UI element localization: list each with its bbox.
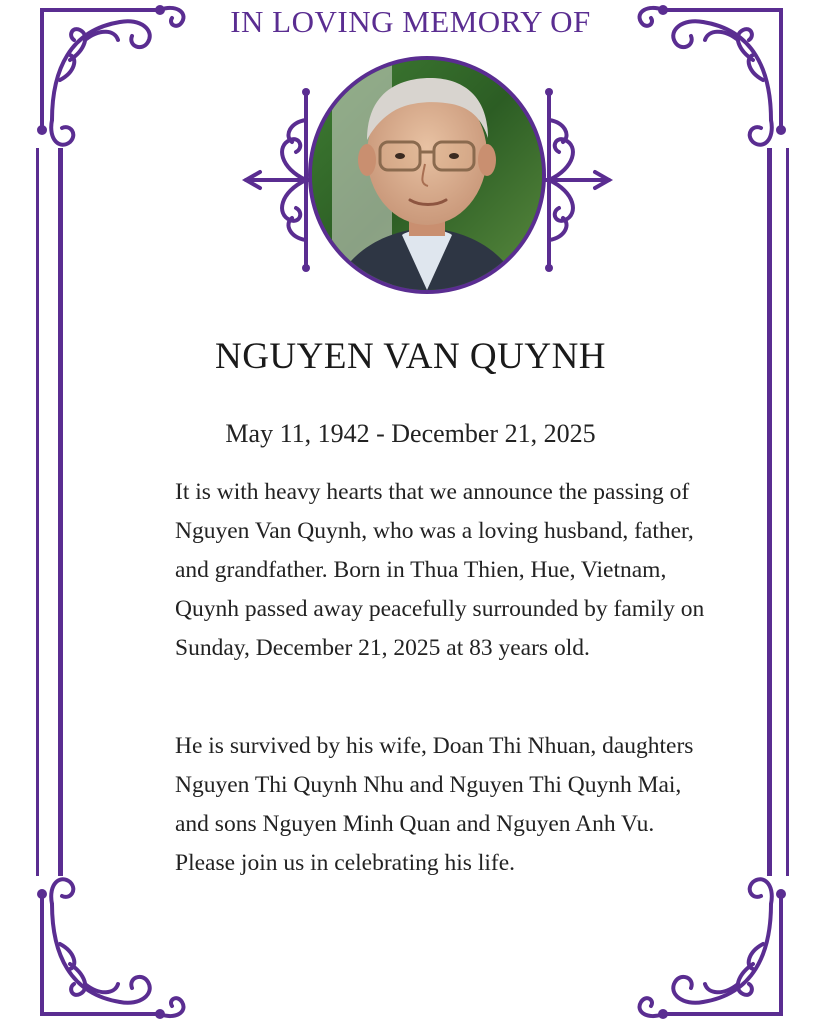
life-dates: May 11, 1942 - December 21, 2025 (225, 419, 596, 448)
flourish-corner-icon (30, 0, 205, 160)
flourish-corner-icon (618, 0, 793, 160)
flourish-corner-icon (618, 864, 793, 1024)
closing-line: Please join us in celebrating his life. (175, 850, 516, 876)
deceased-name: NGUYEN VAN QUYNH (214, 336, 607, 377)
portrait-photo (308, 56, 546, 294)
flourish-corner-icon (30, 864, 205, 1024)
survivors-text: He is survived by his wife, Doan Thi Nhuan, daughters Nguyen Thi Quynh Nhu and Nguyen Thi Quynh Mai, and sons Nguyen Minh Quan and Nguyen Anh Vu. (175, 733, 694, 837)
left-outer-rule (36, 148, 39, 876)
survivors-paragraph (175, 727, 715, 883)
left-inner-rule (58, 148, 63, 876)
announcement-paragraph: It is with heavy hearts that we announce the passing of Nguyen Van Quynh, who was a loving husband, father, and grandfather. Born in Thua Thien, Hue, Vietnam, Quynh passed away peacefully surrounded by family on Sunday, December 21, 2025 at 83 years old. (175, 479, 705, 661)
right-outer-rule (786, 148, 789, 876)
right-inner-rule (767, 148, 772, 876)
memorial-heading: IN LOVING MEMORY OF (230, 4, 591, 39)
